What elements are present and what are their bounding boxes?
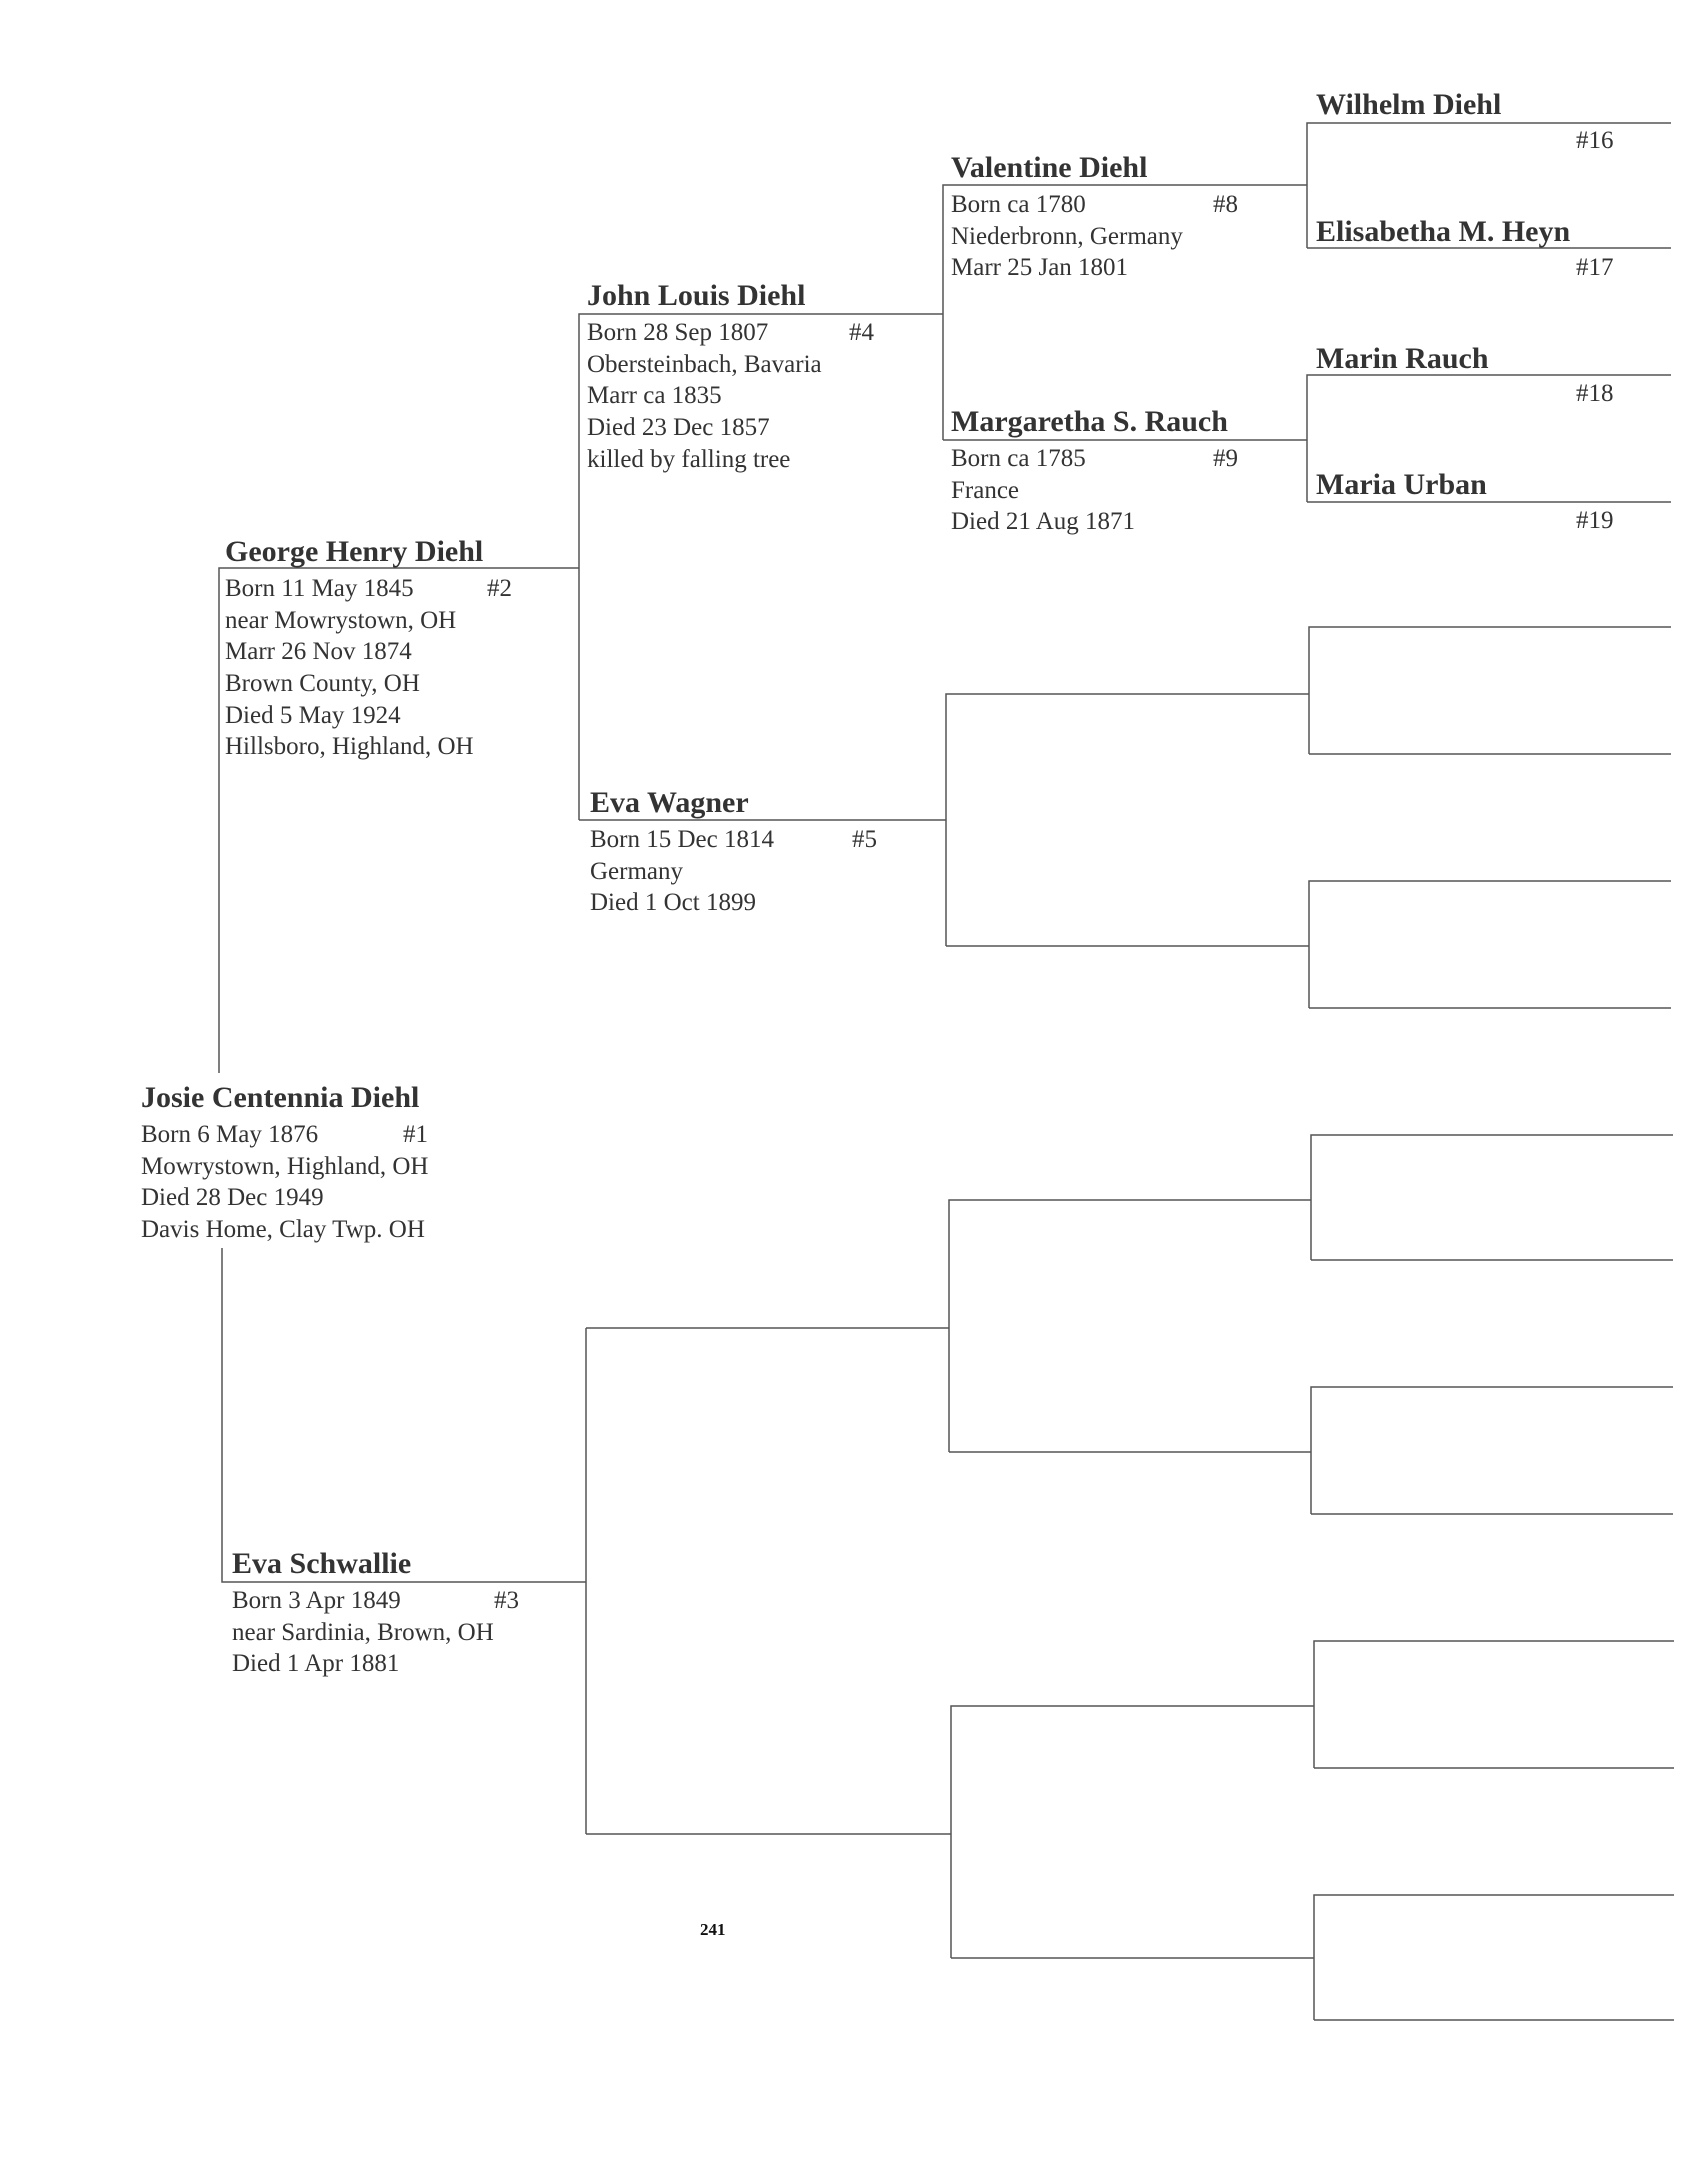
bracket-12 <box>1311 1135 1673 1260</box>
person-detail: Obersteinbach, Bavaria <box>587 350 822 378</box>
person-detail: Born ca 1780 <box>951 191 1086 218</box>
bracket-13 <box>1311 1387 1673 1514</box>
person-detail: killed by falling tree <box>587 445 791 473</box>
person-detail: Died 5 May 1924 <box>225 701 401 729</box>
person-4 <box>587 278 874 475</box>
person-8 <box>951 150 1238 284</box>
person-detail: Marr 25 Jan 1801 <box>951 254 1129 282</box>
person-2 <box>225 534 512 763</box>
person-number: #18 <box>1576 380 1614 407</box>
bracket-11 <box>1309 881 1671 1008</box>
person-number: #17 <box>1576 254 1614 281</box>
person-detail: Died 21 Aug 1871 <box>951 508 1136 536</box>
person-detail: Died 23 Dec 1857 <box>587 414 770 442</box>
person-detail: Germany <box>590 857 684 885</box>
person-detail: Born 11 May 1845 <box>225 575 414 602</box>
person-detail: Died 1 Apr 1881 <box>232 1650 400 1678</box>
person-detail: Hillsboro, Highland, OH <box>225 733 474 761</box>
person-number: #4 <box>849 319 874 346</box>
person-detail: Brown County, OH <box>225 670 420 698</box>
person-17 <box>1316 214 1570 253</box>
bracket-5-parents <box>946 694 1309 946</box>
person-16 <box>1316 87 1501 126</box>
person-name: John Louis Diehl <box>587 279 806 312</box>
person-detail: near Mowrystown, OH <box>225 606 457 634</box>
person-detail: near Sardinia, Brown, OH <box>232 1618 494 1646</box>
person-detail: Born 15 Dec 1814 <box>590 826 774 853</box>
person-detail: Born 3 Apr 1849 <box>232 1587 401 1614</box>
bracket-14 <box>1314 1641 1674 1768</box>
person-19 <box>1316 467 1487 506</box>
person-detail: Died 28 Dec 1949 <box>141 1184 324 1212</box>
person-name: Eva Schwallie <box>232 1547 412 1580</box>
person-number: #16 <box>1576 127 1614 154</box>
person-1 <box>141 1080 429 1246</box>
person-detail: France <box>951 476 1020 504</box>
person-detail: Mowrystown, Highland, OH <box>141 1152 429 1180</box>
bracket-15 <box>1314 1895 1674 2020</box>
person-name: Elisabetha M. Heyn <box>1316 215 1571 248</box>
person-detail: Marr ca 1835 <box>587 382 722 410</box>
person-3 <box>232 1546 519 1680</box>
person-number: #9 <box>1213 445 1238 472</box>
person-name: Maria Urban <box>1316 468 1487 501</box>
person-name: Margaretha S. Rauch <box>951 405 1228 438</box>
person-number: #3 <box>494 1587 519 1614</box>
person-name: George Henry Diehl <box>225 535 484 568</box>
person-number: #8 <box>1213 191 1238 218</box>
person-detail: Niederbronn, Germany <box>951 222 1183 250</box>
person-number: #19 <box>1576 507 1614 534</box>
person-detail: Born ca 1785 <box>951 445 1086 472</box>
page-number: 241 <box>700 1920 726 1939</box>
person-detail: Born 6 May 1876 <box>141 1121 319 1148</box>
person-number: #1 <box>403 1121 428 1148</box>
person-detail: Davis Home, Clay Twp. OH <box>141 1216 425 1244</box>
person-number: #5 <box>852 826 877 853</box>
person-name: Wilhelm Diehl <box>1316 88 1502 121</box>
bracket-6 <box>949 1200 1311 1452</box>
person-18 <box>1316 341 1489 380</box>
person-name: Valentine Diehl <box>951 151 1148 184</box>
person-name: Marin Rauch <box>1316 342 1489 375</box>
bracket-10 <box>1309 627 1671 754</box>
person-name: Josie Centennia Diehl <box>141 1081 420 1114</box>
person-name: Eva Wagner <box>590 786 749 819</box>
bracket-3 <box>586 1328 951 1834</box>
person-number: #2 <box>487 575 512 602</box>
person-detail: Marr 26 Nov 1874 <box>225 638 412 666</box>
bracket-7 <box>951 1706 1314 1958</box>
person-detail: Born 28 Sep 1807 <box>587 319 769 346</box>
person-5 <box>590 785 877 919</box>
person-detail: Died 1 Oct 1899 <box>590 889 756 917</box>
person-9 <box>951 404 1238 538</box>
